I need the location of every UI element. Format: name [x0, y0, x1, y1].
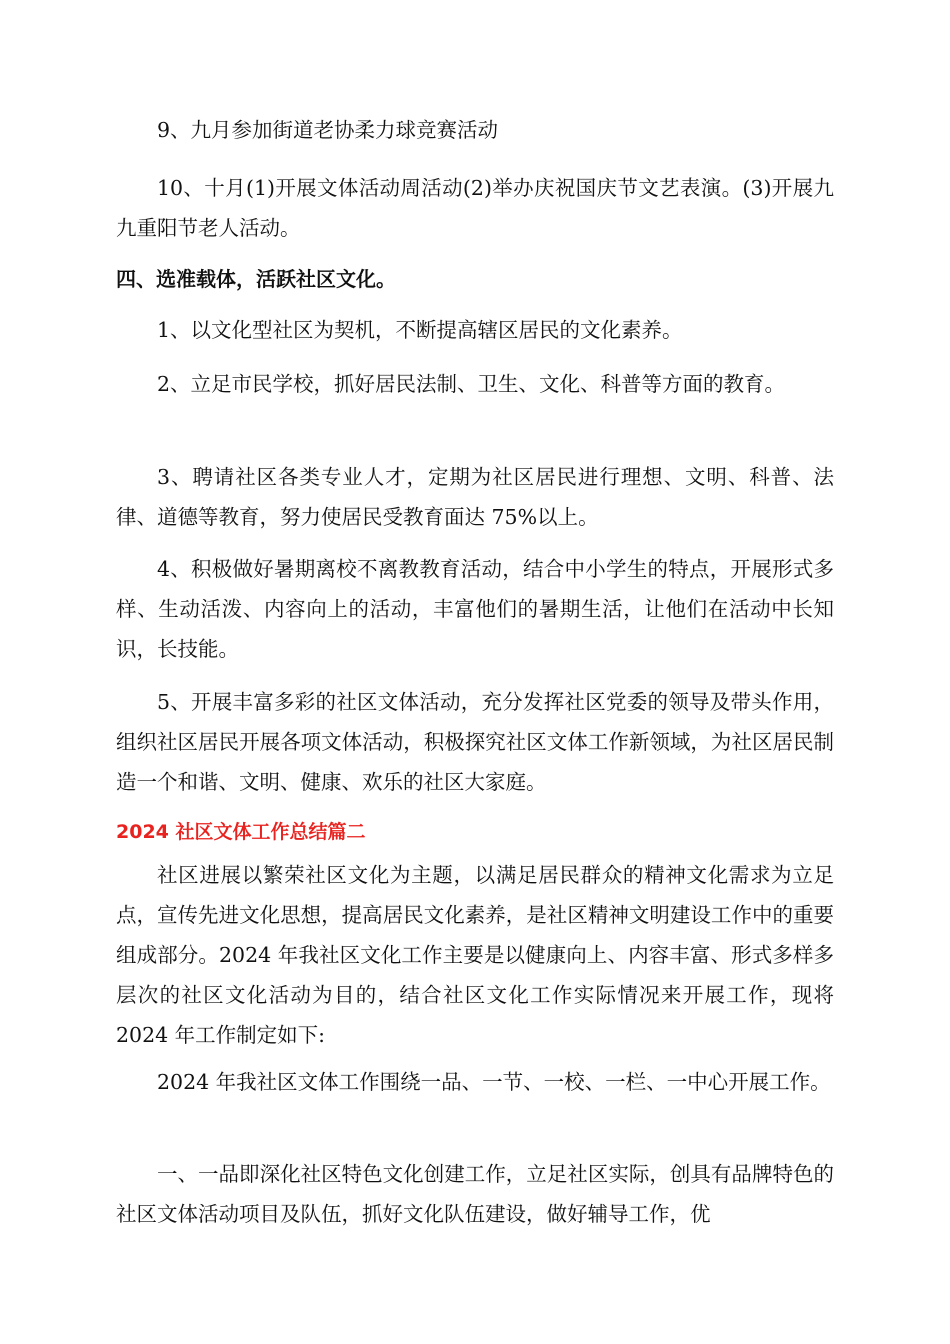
paragraph-point-2: 2、立足市民学校，抓好居民法制、卫生、文化、科普等方面的教育。: [157, 372, 786, 396]
paragraph-focus: 2024 年我社区文体工作围绕一品、一节、一校、一栏、一中心开展工作。: [157, 1070, 831, 1094]
paragraph-intro: 社区进展以繁荣社区文化为主题，以满足居民群众的精神文化需求为立足点，宣传先进文化思想，提高居民文化素养，是社区精神文明建设工作中的重要组成部分。2024 年我社区文化工作主要是以健康向上、内容丰富、形式多样多层次的社区文化活动为目的，结合社区文化工作实际情况来开展工作，现将 2024 年工作制定如下:: [116, 863, 834, 1047]
paragraph-item-10: 10、十月(1)开展文体活动周活动(2)举办庆祝国庆节文艺表演。(3)开展九九重阳节老人活动。: [116, 176, 834, 240]
article-title: 2024 社区文体工作总结篇二: [116, 821, 366, 843]
paragraph-point-3: 3、聘请社区各类专业人才，定期为社区居民进行理想、文明、科普、法律、道德等教育，努力使居民受教育面达 75%以上。: [116, 465, 834, 529]
paragraph-first-item: 一、一品即深化社区特色文化创建工作，立足社区实际，创具有品牌特色的社区文体活动项目及队伍，抓好文化队伍建设，做好辅导工作，优: [116, 1162, 834, 1226]
paragraph-point-1: 1、以文化型社区为契机，不断提高辖区居民的文化素养。: [157, 318, 683, 342]
paragraph-point-4: 4、积极做好暑期离校不离教教育活动，结合中小学生的特点，开展形式多样、生动活泼、内容向上的活动，丰富他们的暑期生活，让他们在活动中长知识，长技能。: [116, 557, 834, 661]
paragraph-item-9: 9、九月参加街道老协柔力球竞赛活动: [157, 118, 499, 142]
section-heading: 四、选准载体，活跃社区文化。: [116, 267, 396, 291]
paragraph-point-5: 5、开展丰富多彩的社区文体活动，充分发挥社区党委的领导及带头作用，组织社区居民开展各项文体活动，积极探究社区文体工作新领域，为社区居民制造一个和谐、文明、健康、欢乐的社区大家庭。: [116, 690, 834, 794]
